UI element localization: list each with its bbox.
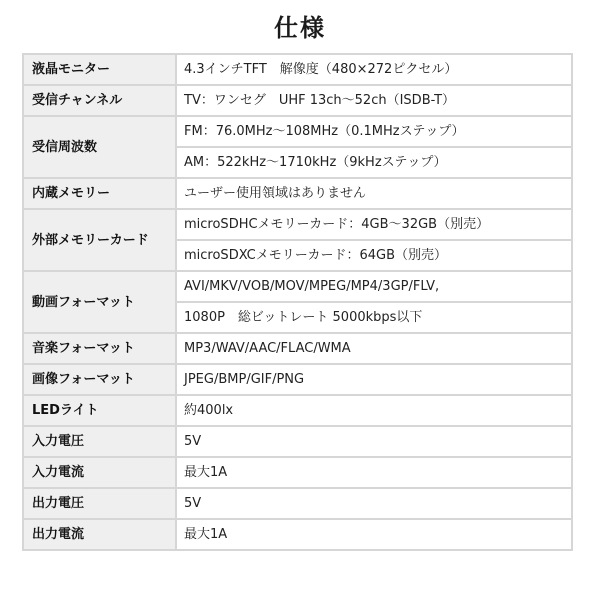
spec-value: FM：76.0MHz～108MHz（0.1MHzステップ）	[176, 116, 572, 147]
spec-table	[22, 53, 573, 551]
spec-value: 最大1A	[176, 457, 572, 488]
spec-label: 音楽フォーマット	[23, 333, 176, 364]
spec-row	[23, 54, 572, 85]
spec-row	[23, 519, 572, 550]
page-title: 仕様	[274, 14, 326, 42]
spec-row	[23, 209, 572, 240]
spec-label: 入力電流	[23, 457, 176, 488]
spec-row	[23, 85, 572, 116]
spec-row	[23, 395, 572, 426]
spec-value: TV：ワンセグ UHF 13ch～52ch（ISDB-T）	[176, 85, 572, 116]
spec-value: JPEG/BMP/GIF/PNG	[176, 364, 572, 395]
spec-label: 出力電圧	[23, 488, 176, 519]
spec-value: 約400lx	[176, 395, 572, 426]
spec-label: 受信チャンネル	[23, 85, 176, 116]
spec-row	[23, 488, 572, 519]
spec-label: 動画フォーマット	[23, 271, 176, 333]
spec-value: microSDHCメモリーカード：4GB～32GB（別売）	[176, 209, 572, 240]
spec-label: 入力電圧	[23, 426, 176, 457]
spec-label: 液晶モニター	[23, 54, 176, 85]
spec-value: 最大1A	[176, 519, 572, 550]
spec-row	[23, 364, 572, 395]
spec-label: 内蔵メモリー	[23, 178, 176, 209]
spec-value: microSDXCメモリーカード：64GB（別売）	[176, 240, 572, 271]
spec-label: 受信周波数	[23, 116, 176, 178]
spec-value: AM：522kHz～1710kHz（9kHzステップ）	[176, 147, 572, 178]
spec-label: LEDライト	[23, 395, 176, 426]
spec-label: 外部メモリーカード	[23, 209, 176, 271]
spec-value: 5V	[176, 488, 572, 519]
spec-value: 5V	[176, 426, 572, 457]
spec-value: MP3/WAV/AAC/FLAC/WMA	[176, 333, 572, 364]
spec-row	[23, 271, 572, 302]
spec-row	[23, 178, 572, 209]
spec-row	[23, 333, 572, 364]
spec-row	[23, 116, 572, 147]
spec-value: AVI/MKV/VOB/MOV/MPEG/MP4/3GP/FLV,	[176, 271, 572, 302]
spec-table-body	[23, 54, 572, 550]
spec-row	[23, 457, 572, 488]
spec-label: 画像フォーマット	[23, 364, 176, 395]
spec-row	[23, 426, 572, 457]
spec-value: ユーザー使用領域はありません	[176, 178, 572, 209]
spec-value: 1080P 総ビットレート 5000kbps以下	[176, 302, 572, 333]
spec-label: 出力電流	[23, 519, 176, 550]
spec-value: 4.3インチTFT 解像度（480×272ピクセル）	[176, 54, 572, 85]
